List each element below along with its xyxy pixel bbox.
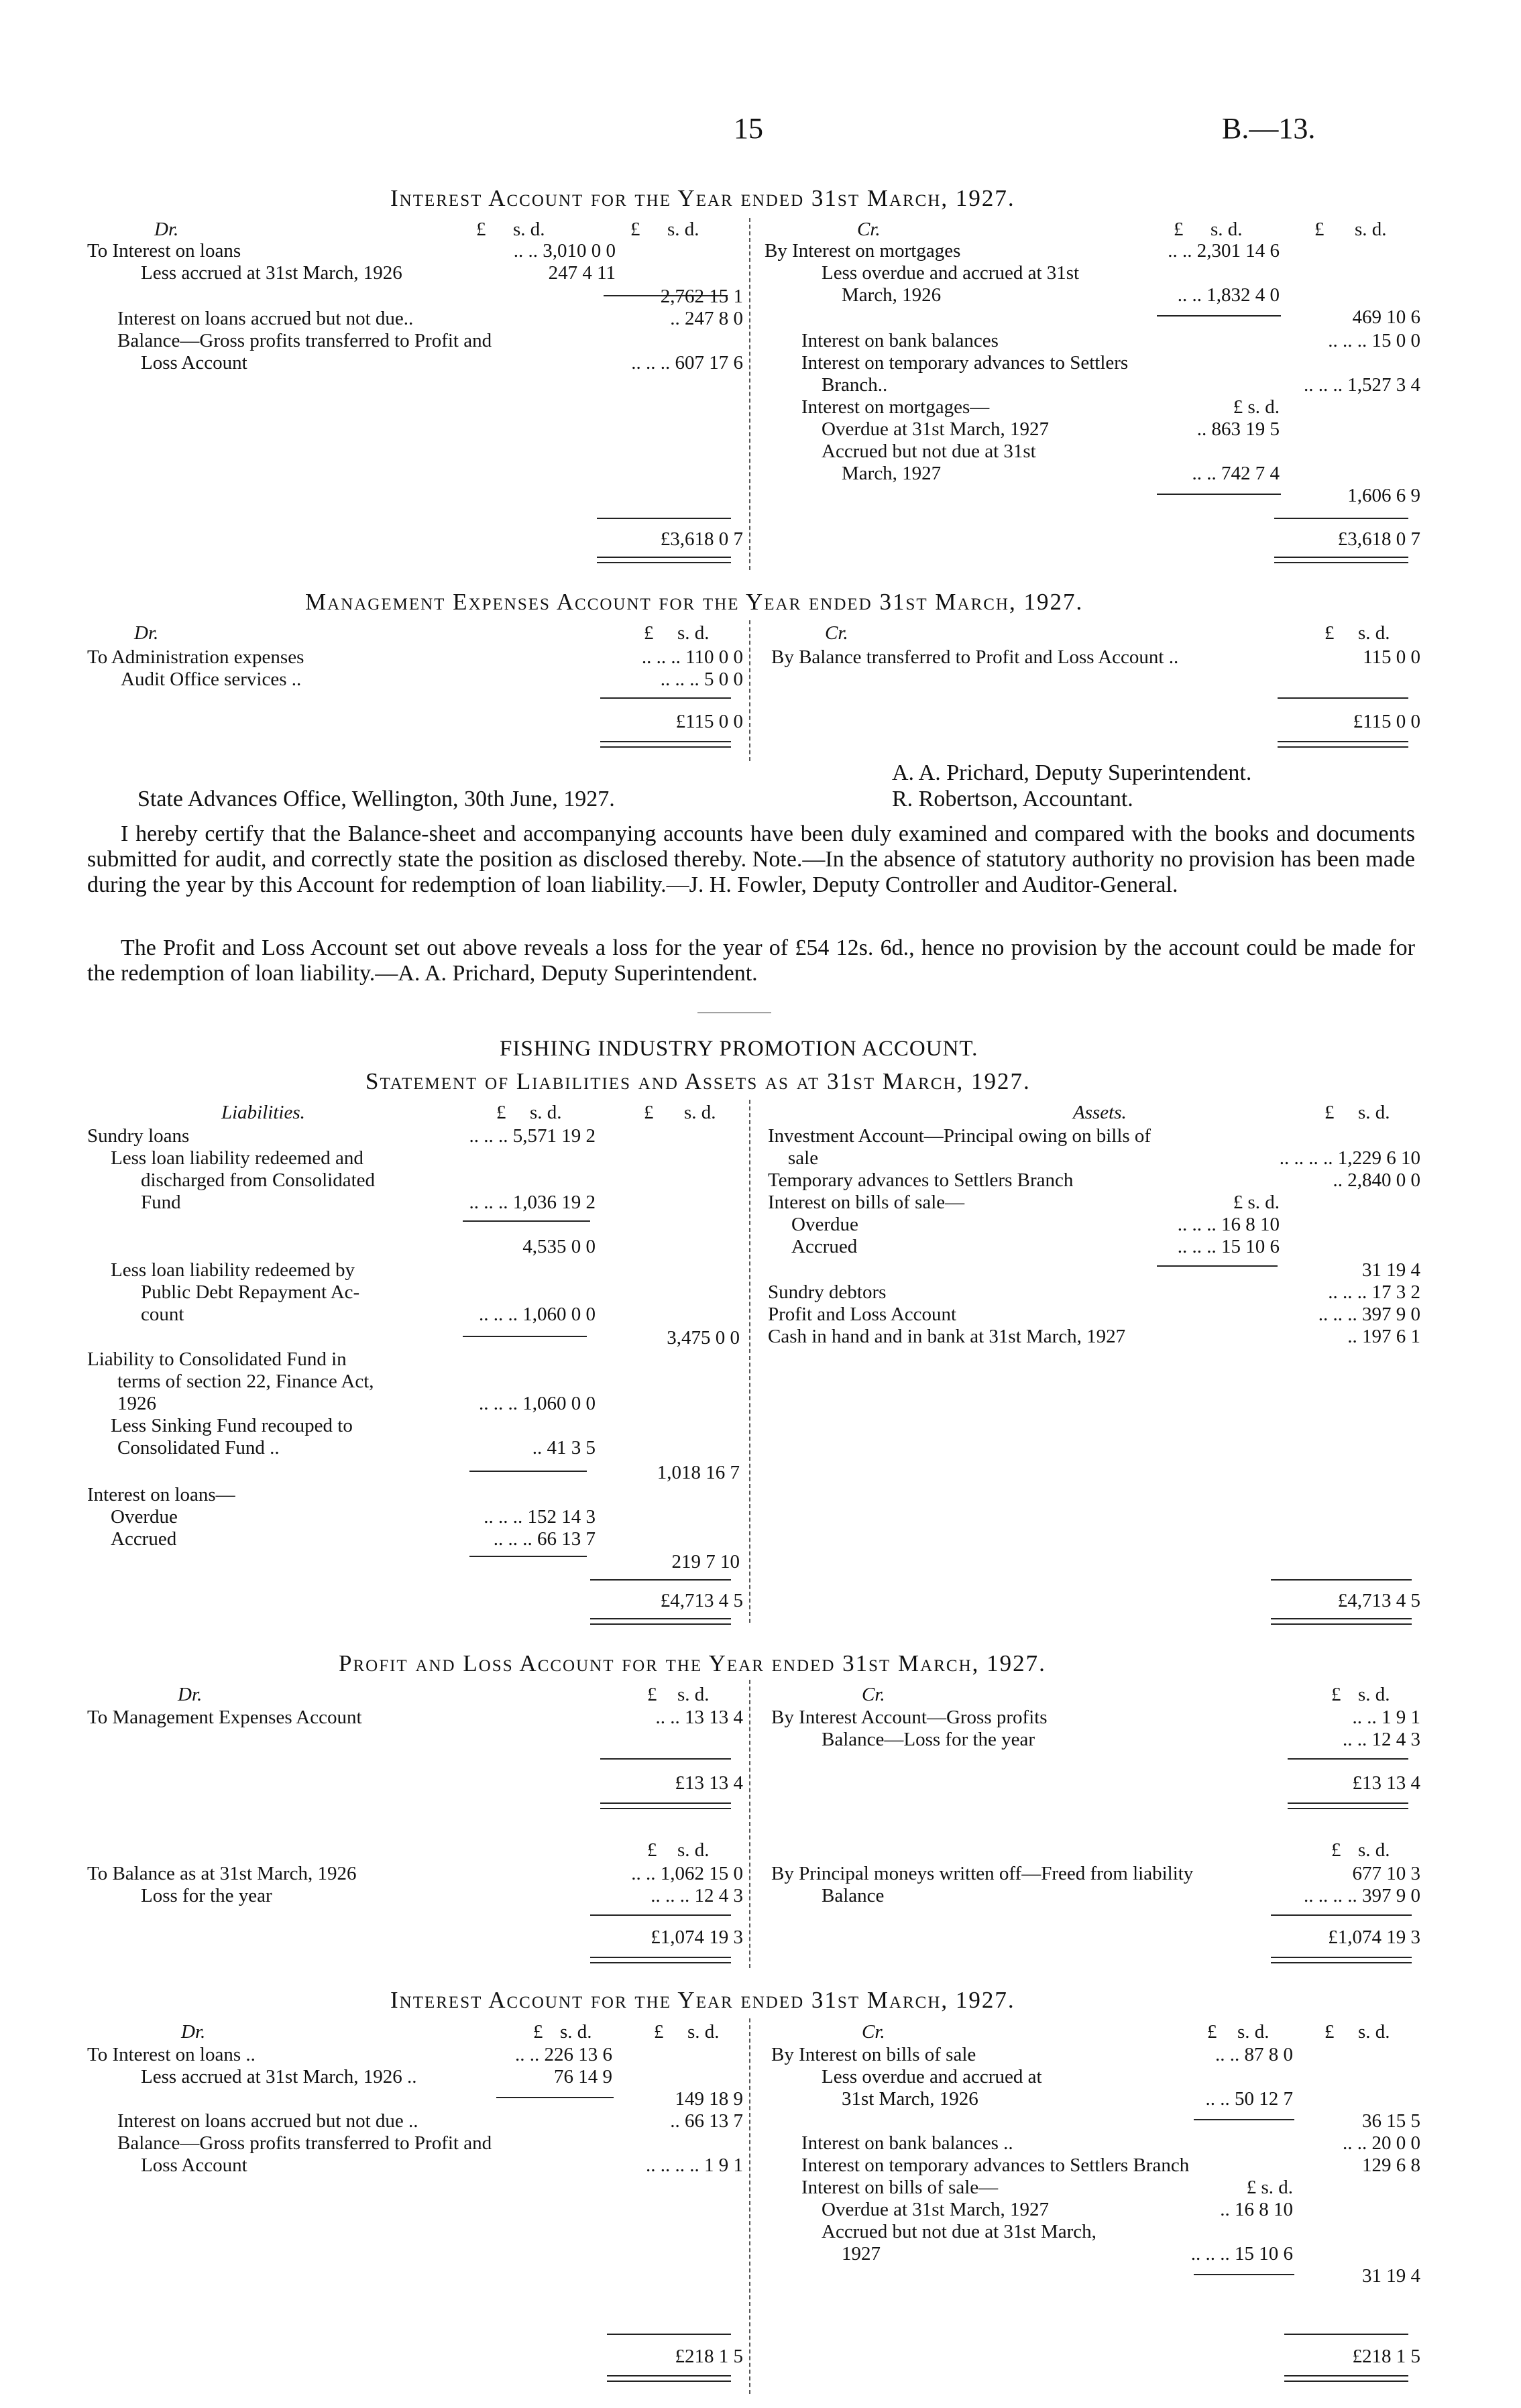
sd-header: s. d. [1237,2021,1270,2043]
column-divider [749,2018,750,2394]
sd-header: s. d. [560,2021,592,2043]
subtotal-amount: 469 10 6 [1352,306,1420,328]
total-rule [590,1914,731,1916]
entry-label: Profit and Loss Account [768,1304,957,1325]
total-amount: £218 1 5 [1352,2346,1420,2367]
column-header: £ s. d. [1233,396,1280,418]
entry-amount: .. .. 1 9 1 [1352,1707,1420,1728]
entry-label: Interest on loans accrued but not due .. [117,2110,418,2132]
entry-label: terms of section 22, Finance Act, [117,1371,374,1392]
entry-label: Balance—Loss for the year [822,1729,1035,1750]
entry-label: By Balance transferred to Profit and Loss Account .. [771,646,1179,668]
entry-amount: 76 14 9 [554,2066,612,2087]
subtotal-rule [463,1336,587,1337]
sd-header: s. d. [1358,1102,1390,1123]
cr-label: Cr. [862,2021,885,2043]
pound-header: £ [1174,219,1184,240]
total-amount: £115 0 0 [1353,711,1420,732]
entry-amount: 115 0 0 [1363,646,1420,668]
total-double-rule [1274,557,1408,563]
entry-amount: .. 247 8 0 [670,308,743,329]
entry-amount: .. .. .. 16 8 10 [1177,1214,1280,1235]
total-double-rule [1271,1618,1412,1625]
entry-amount: 247 4 11 [548,262,616,284]
total-double-rule [600,741,731,748]
subtotal-rule [469,1471,587,1472]
entry-label: Less loan liability redeemed by [111,1259,355,1281]
pound-header: £ [1207,2021,1217,2043]
total-double-rule [1284,2375,1408,2382]
total-amount: £13 13 4 [675,1772,743,1794]
entry-label: Loss Account [141,352,247,374]
fishing-statement-title: Statement of Liabilities and Assets as at 31st March, 1927. [365,1068,1031,1094]
entry-amount: .. 66 13 7 [670,2110,743,2132]
pound-header: £ [654,2021,664,2043]
cr-label: Cr. [857,219,881,240]
sd-header: s. d. [687,2021,720,2043]
entry-label: Public Debt Repayment Ac- [141,1281,360,1303]
entry-label: Less overdue and accrued at 31st [822,262,1080,284]
entry-label: Audit Office services .. [121,669,302,690]
entry-amount: .. .. 2,301 14 6 [1168,240,1280,262]
entry-label: Sundry loans [87,1125,190,1147]
sd-header: s. d. [513,219,545,240]
entry-amount: .. .. .. 5,571 19 2 [469,1125,596,1147]
entry-amount: .. .. .. 152 14 3 [484,1506,596,1528]
entry-label: Less accrued at 31st March, 1926 .. [141,2066,417,2087]
entry-label: Temporary advances to Settlers Branch [768,1169,1074,1191]
entry-amount: .. 16 8 10 [1220,2199,1293,2220]
entry-amount: .. 41 3 5 [532,1437,596,1458]
total-rule [1288,1758,1408,1760]
entry-amount: .. .. 13 13 4 [655,1707,743,1728]
pound-header: £ [496,1102,506,1123]
entry-amount: .. .. 20 0 0 [1343,2132,1420,2154]
sd-header: s. d. [1358,1684,1390,1705]
assets-label: Assets. [1073,1102,1127,1123]
entry-amount: .. .. .. .. 1 9 1 [646,2155,743,2176]
entry-amount: .. .. 742 7 4 [1192,463,1280,484]
column-divider [749,620,750,761]
entry-label: count [141,1304,184,1325]
entry-label: Balance—Gross profits transferred to Profit and [117,2132,492,2154]
entry-label: To Interest on loans [87,240,241,262]
entry-label: Less Sinking Fund recouped to [111,1415,353,1436]
dr-label: Dr. [134,622,159,644]
entry-label: Interest on loans accrued but not due.. [117,308,414,329]
entry-label: Branch.. [822,374,888,396]
column-header: £ s. d. [1233,1192,1280,1213]
subtotal-amount: 3,475 0 0 [667,1327,740,1349]
entry-label: Accrued but not due at 31st March, [822,2221,1096,2242]
pound-header: £ [1331,1684,1341,1705]
entry-label: Interest on temporary advances to Settlers [801,352,1129,374]
entry-amount: .. .. .. 110 0 0 [641,646,743,668]
total-double-rule [607,2375,731,2382]
page-reference: B.—13. [1222,112,1316,145]
pound-header: £ [533,2021,543,2043]
management-account-title: Management Expenses Account for the Year ended 31st March, 1927. [305,589,1084,615]
total-amount: £218 1 5 [675,2346,743,2367]
interest-account-title: Interest Account for the Year ended 31st March, 1927. [390,185,1015,211]
pound-header: £ [644,622,654,644]
entry-label: Sundry debtors [768,1281,887,1303]
total-rule [1271,1579,1412,1581]
column-header: £ s. d. [1246,2177,1293,2198]
entry-amount: .. .. .. 66 13 7 [493,1528,596,1550]
total-rule [600,697,731,699]
dr-label: Dr. [154,219,179,240]
entry-amount: .. .. .. 12 4 3 [651,1885,743,1906]
subtotal-amount: 36 15 5 [1362,2110,1420,2132]
entry-amount: .. .. 1,832 4 0 [1177,284,1280,306]
entry-label: Interest on bank balances .. [801,2132,1013,2154]
pound-header: £ [647,1839,657,1861]
signature-accountant: R. Robertson, Accountant. [892,787,1133,811]
entry-label: To Interest on loans .. [87,2044,256,2065]
subtotal-rule [1194,2274,1294,2275]
entry-label: Interest on temporary advances to Settlers Branch [801,2155,1190,2176]
entry-amount: .. 197 6 1 [1347,1326,1420,1347]
total-rule [607,2334,731,2335]
fishing-heading: FISHING INDUSTRY PROMOTION ACCOUNT. [500,1037,978,1061]
subtotal-rule [496,2097,614,2098]
entry-amount: .. .. 87 8 0 [1215,2044,1293,2065]
entry-label: To Balance as at 31st March, 1926 [87,1863,357,1884]
entry-label: March, 1926 [842,284,942,306]
entry-label: 1926 [117,1393,156,1414]
total-double-rule [590,1957,731,1963]
column-divider [749,1100,750,1623]
entry-label: Less loan liability redeemed and [111,1147,363,1169]
column-divider [749,218,750,570]
pound-header: £ [644,1102,654,1123]
cr-label: Cr. [862,1684,885,1705]
sd-header: s. d. [677,622,710,644]
entry-amount: .. .. .. .. 397 9 0 [1304,1885,1420,1906]
subtotal-amount: 1,018 16 7 [657,1462,740,1483]
entry-amount: .. .. 1,062 15 0 [631,1863,743,1884]
total-rule [590,1579,731,1581]
entry-label: Cash in hand and in bank at 31st March, 1927 [768,1326,1126,1347]
entry-label: Investment Account—Principal owing on bills of [768,1125,1151,1147]
sd-header: s. d. [530,1102,562,1123]
entry-label: Liability to Consolidated Fund in [87,1349,347,1370]
entry-label: By Interest Account—Gross profits [771,1707,1048,1728]
entry-label: Overdue [791,1214,858,1235]
dr-label: Dr. [178,1684,203,1705]
pound-header: £ [476,219,486,240]
entry-label: discharged from Consolidated [141,1169,376,1191]
cr-label: Cr. [825,622,848,644]
total-rule [1284,2334,1408,2335]
entry-label: Overdue [111,1506,178,1528]
entry-amount: .. .. 226 13 6 [515,2044,612,2065]
entry-amount: .. .. .. 1,036 19 2 [469,1192,596,1213]
entry-amount: .. .. .. 15 10 6 [1190,2243,1293,2264]
entry-amount: .. .. .. 5 0 0 [660,669,743,690]
entry-label: Balance [822,1885,885,1906]
subtotal-amount: 2,762 15 1 [660,286,743,307]
total-rule [1274,518,1408,519]
total-rule [1271,1914,1412,1916]
entry-label: Loss Account [141,2155,247,2176]
total-amount: £1,074 19 3 [1328,1927,1420,1948]
entry-label: Interest on mortgages— [801,396,990,418]
total-double-rule [600,1802,731,1809]
entry-amount: .. .. .. 607 17 6 [631,352,743,374]
total-amount: £115 0 0 [675,711,743,732]
subtotal-rule [469,1556,587,1557]
signature-superintendent: A. A. Prichard, Deputy Superintendent. [892,760,1252,785]
entry-label: Overdue at 31st March, 1927 [822,418,1050,440]
sd-header: s. d. [1355,219,1387,240]
entry-amount: .. .. .. 15 0 0 [1328,330,1420,351]
entry-amount: .. .. .. .. 1,229 6 10 [1279,1147,1420,1169]
entry-amount: .. .. .. 15 10 6 [1177,1236,1280,1257]
entry-amount: .. .. .. 1,527 3 4 [1304,374,1420,396]
entry-label: Interest on bills of sale— [768,1192,965,1213]
entry-label: Interest on loans— [87,1484,235,1505]
entry-label: Interest on bank balances [801,330,999,351]
sd-header: s. d. [1358,622,1390,644]
sd-header: s. d. [677,1839,710,1861]
entry-amount: 129 6 8 [1362,2155,1420,2176]
total-double-rule [1288,1802,1408,1809]
total-double-rule [590,1618,731,1625]
subtotal-amount: 219 7 10 [671,1551,740,1572]
entry-label: 1927 [842,2243,881,2264]
total-amount: £13 13 4 [1352,1772,1420,1794]
entry-label: March, 1927 [842,463,942,484]
subtotal-amount: 1,606 6 9 [1347,485,1420,506]
sd-header: s. d. [677,1684,710,1705]
subtotal-amount: 149 18 9 [675,2088,743,2110]
entry-label: Accrued [791,1236,858,1257]
subtotal-rule [1194,2119,1294,2120]
entry-label: Less overdue and accrued at [822,2066,1042,2087]
interest-account-title: Interest Account for the Year ended 31st March, 1927. [390,1987,1015,2013]
entry-label: By Interest on bills of sale [771,2044,976,2065]
subtotal-amount: 31 19 4 [1362,2265,1420,2287]
entry-label: To Administration expenses [87,646,304,668]
entry-label: Loss for the year [141,1885,272,1906]
liabilities-label: Liabilities. [221,1102,305,1123]
entry-amount: .. 2,840 0 0 [1333,1169,1420,1191]
audit-certificate: I hereby certify that the Balance-sheet and accompanying accounts have been duly examined and compared with the books and documents submitted for audit, and correctly state the position as disclosed thereby. Note.—In the absence of statutory authority no provision has been made during the year by this Account for redemption of loan liability.—J. H. Fowler, Deputy Controller and Auditor-General. [87,821,1415,897]
total-rule [600,1758,731,1760]
profit-loss-title: Profit and Loss Account for the Year ended 31st March, 1927. [339,1650,1046,1676]
entry-label: Overdue at 31st March, 1927 [822,2199,1050,2220]
total-amount: £4,713 4 5 [660,1590,743,1611]
entry-amount: .. .. .. 397 9 0 [1318,1304,1420,1325]
sd-header: s. d. [1358,1839,1390,1861]
total-amount: £3,618 0 7 [1337,528,1420,550]
entry-amount: .. .. 12 4 3 [1343,1729,1420,1750]
entry-amount: .. .. .. 1,060 0 0 [479,1304,596,1325]
pound-header: £ [1325,622,1335,644]
pound-header: £ [1325,1102,1335,1123]
dr-label: Dr. [181,2021,206,2043]
entry-label: Balance—Gross profits transferred to Profit and [117,330,492,351]
entry-amount: .. .. .. 17 3 2 [1328,1281,1420,1303]
entry-label: Fund [141,1192,181,1213]
sd-header: s. d. [1210,219,1243,240]
column-divider [749,1680,750,1968]
entry-label: 31st March, 1926 [842,2088,978,2110]
total-amount: £1,074 19 3 [651,1927,743,1948]
total-amount: £4,713 4 5 [1337,1590,1420,1611]
subtotal-amount: 31 19 4 [1362,1259,1420,1281]
loss-note: The Profit and Loss Account set out above reveals a loss for the year of £54 12s. 6d., hence no provision by the account could be made for the redemption of loan liability.—A. A. Prichard, Deputy Superintendent. [87,935,1415,986]
total-rule [597,518,731,519]
entry-label: Consolidated Fund .. [117,1437,280,1458]
total-double-rule [1271,1957,1412,1963]
sd-header: s. d. [667,219,699,240]
entry-label: To Management Expenses Account [87,1707,362,1728]
subtotal-rule [1157,494,1281,495]
entry-label: Accrued [111,1528,177,1550]
pound-header: £ [1325,2021,1335,2043]
entry-amount: .. .. 3,010 0 0 [513,240,616,262]
total-double-rule [1278,741,1408,748]
pound-header: £ [1331,1839,1341,1861]
entry-amount: 677 10 3 [1352,1863,1420,1884]
subtotal-rule [1157,1265,1278,1267]
entry-amount: .. .. 50 12 7 [1205,2088,1293,2110]
office-dateline: State Advances Office, Wellington, 30th June, 1927. [137,787,615,811]
entry-label: By Principal moneys written off—Freed from liability [771,1863,1194,1884]
sd-header: s. d. [684,1102,716,1123]
page-number: 15 [734,112,763,145]
subtotal-amount: 4,535 0 0 [522,1236,596,1257]
pound-header: £ [1314,219,1325,240]
entry-label: Accrued but not due at 31st [822,441,1036,462]
entry-label: sale [788,1147,819,1169]
subtotal-rule [463,1220,590,1222]
total-rule [1278,697,1408,699]
entry-label: Interest on bills of sale— [801,2177,999,2198]
entry-label: By Interest on mortgages [765,240,961,262]
pound-header: £ [647,1684,657,1705]
entry-amount: .. 863 19 5 [1196,418,1280,440]
sd-header: s. d. [1358,2021,1390,2043]
entry-label: Less accrued at 31st March, 1926 [141,262,402,284]
subtotal-rule [1157,315,1281,317]
pound-header: £ [630,219,640,240]
total-double-rule [597,557,731,563]
total-amount: £3,618 0 7 [660,528,743,550]
entry-amount: .. .. .. 1,060 0 0 [479,1393,596,1414]
